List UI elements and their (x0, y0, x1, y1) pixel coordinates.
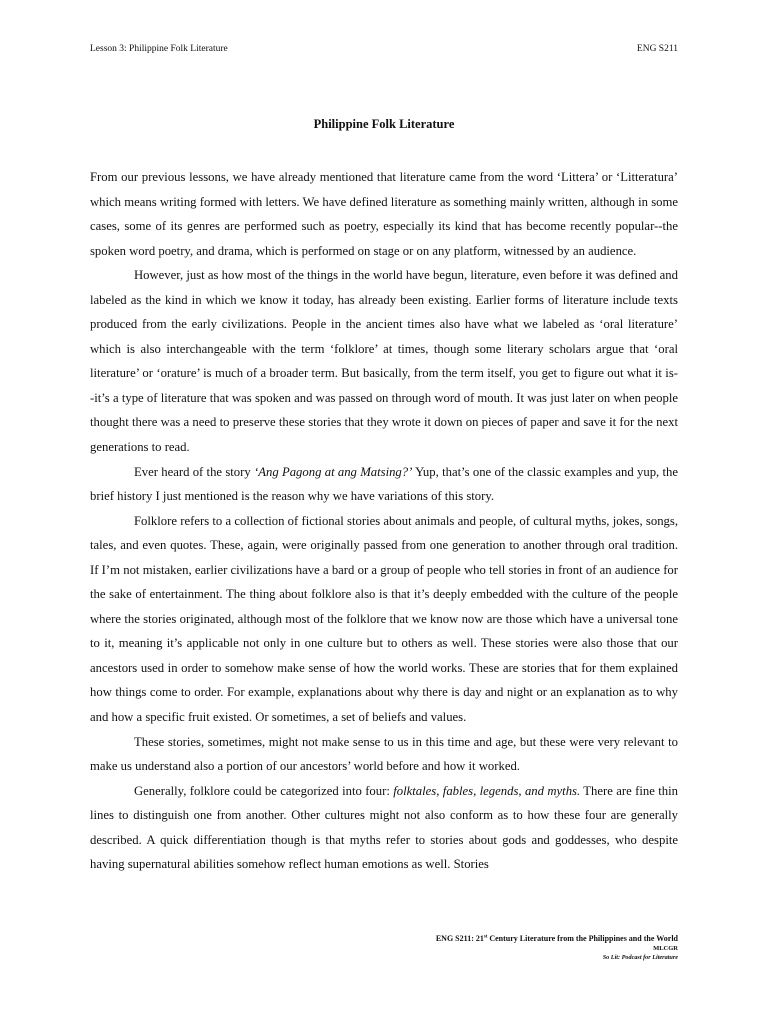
footer-course-title-rest: Century Literature from the Philippines and the World (487, 934, 678, 943)
paragraph-intro: From our previous lessons, we have already mentioned that literature came from the word ‘Littera’ or ‘Litteratura’ which means writing formed with letters. We have defined literature as something mainly written, although in some cases, some of its genres are performed such as poetry, especially its kind that has become recently popular--the spoken word poetry, and drama, which is performed on stage or on any platform, witnessed by an audience. (90, 170, 678, 258)
footer-course-title-text: ENG S211: 21 (435, 934, 484, 943)
footer-author-code: MLCGR (653, 945, 678, 952)
paragraph-text: Yup, that’s one of the classic examples and yup, the brief history I just mentioned is the reason why we have variations of this story. (90, 464, 678, 504)
header-lesson-title: Lesson 3: Philippine Folk Literature (90, 44, 228, 54)
paragraph-ang-pagong (90, 460, 678, 509)
header-course-code: ENG S211 (636, 44, 678, 54)
footer-superscript: st (483, 934, 488, 940)
story-title: ‘Ang Pagong at ang Matsing?’ (254, 464, 413, 479)
page-header (90, 44, 678, 58)
paragraph-relevance: These stories, sometimes, might not make sense to us in this time and age, but these were very relevant to make us understand also a portion of our ancestors’ world before and how it worked. (90, 734, 678, 774)
page-footer (436, 933, 678, 962)
paragraph-text: There are fine thin lines to distinguish one from another. Other cultures might not also conform as to how these four are generally described. A quick differentiation though is that myths refer to stories about gods and goddesses, who despite having supernatural abilities somehow reflect human emotions as well. Stories (90, 783, 678, 872)
paragraph-categories (90, 779, 678, 877)
paragraph-text: Generally, folklore could be categorized into four: (134, 783, 394, 798)
paragraph-oral-literature: However, just as how most of the things in the world have begun, literature, even before it was defined and labeled as the kind in which we know it today, has already been existing. Earlier forms of literature include texts produced from the early civilizations. People in the ancient times also have what we labeled as ‘oral literature’ which is also interchangeable with the term ‘folklore’ at times, though some literary scholars argue that ‘oral literature’ or ‘orature’ is much of a broader term. But basically, from the term itself, you get to figure out what it is--it’s a type of literature that was spoken and was passed on through word of mouth. It was just later on when people thought there was a need to preserve these stories that they wrote it down on pieces of paper and save it for the next generations to read. (90, 268, 678, 455)
footer-course-title (436, 933, 678, 944)
paragraph-text: Ever heard of the story (134, 464, 255, 479)
paragraph-folklore-definition: Folklore refers to a collection of fictional stories about animals and people, of cultural myths, jokes, songs, tales, and even quotes. These, again, were originally passed from one generation to another through oral tradition. If I’m not mistaken, earlier civilizations have a bard or a group of people who tell stories in front of an audience for the sake of entertainment. The thing about folklore also is that it’s deeply embedded with the culture of the people where the stories originated, although most of the folklore that we know now are those which have a universal tone to it, meaning it’s applicable not only in one culture but to others as well. These stories were also those that our ancestors used in order to somehow make sense of how the world works. These are stories that for them explained how things come to order. For example, explanations about why there is day and night or an explanation as to why and how a specific fruit existed. Or sometimes, a set of beliefs and values. (90, 513, 678, 725)
document-body (90, 165, 678, 877)
folklore-categories: folktales, fables, legends, and myths. (393, 783, 581, 798)
footer-podcast-name: So Lit: Podcast for Literature (602, 954, 678, 961)
document-title: Philippine Folk Literature (313, 117, 455, 131)
